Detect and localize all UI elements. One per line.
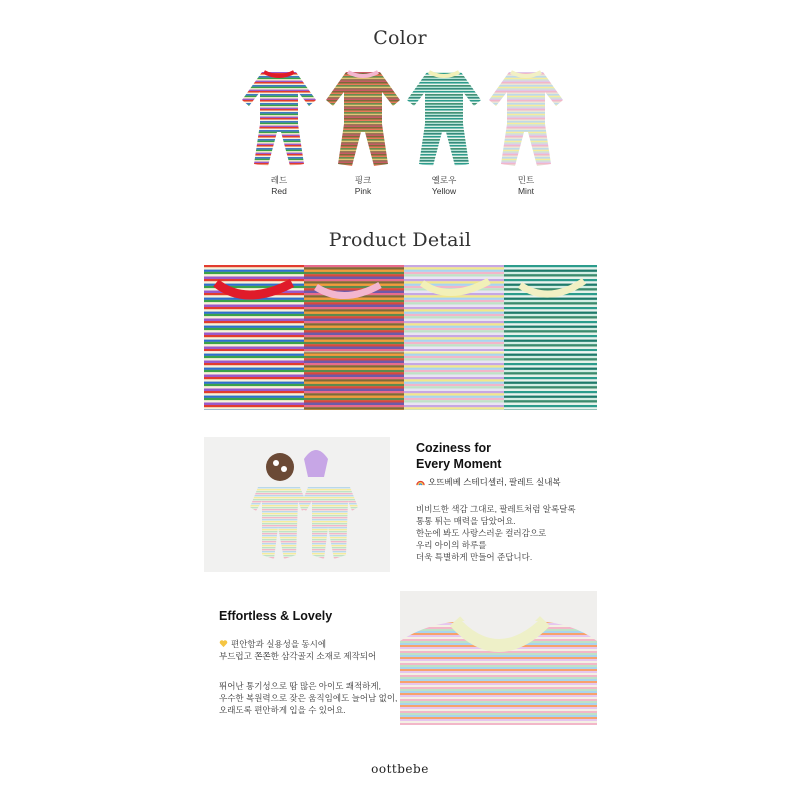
mint-onesie-image[interactable]: [481, 64, 571, 172]
yellow-onesie-image[interactable]: [399, 64, 489, 172]
yellow-onesie-icon: [399, 64, 489, 172]
pink-onesie-image[interactable]: [318, 64, 408, 172]
rainbow-icon: [416, 477, 425, 486]
detail-section-title: Product Detail: [328, 229, 472, 251]
hat-icon: [266, 453, 294, 481]
pink-label: 핑크 Pink: [354, 175, 372, 196]
mint-label: 민트 Mint: [517, 175, 535, 196]
color-section-title: Color: [373, 27, 427, 49]
cozy-title: Coziness for Every Moment: [416, 441, 502, 471]
cozy-description: 비비드한 색감 그대로, 팔레트처럼 알록달록 통통 튀는 매력을 담았어요. 한눈에 봐도 사랑스러운 컬러감으로 우리 아이의 하루를 더욱 특별하게 만들어 준답니다.: [416, 504, 576, 562]
red-onesie-icon: [234, 64, 324, 172]
cozy-subtitle: 오뜨베베 스테디셀러, 팔레트 실내복: [416, 477, 561, 488]
red-onesie-image[interactable]: [234, 64, 324, 172]
effortless-subtitle: 편안함과 실용성을 동시에 부드럽고 쫀쫀한 삼각골지 소재로 제작되어: [219, 639, 377, 661]
pink-onesie-icon: [318, 64, 408, 172]
effortless-title: Effortless & Lovely: [219, 609, 333, 623]
brand-logo: oottbebe: [371, 762, 429, 776]
neckline-closeup-photo: [400, 591, 597, 725]
yellow-heart-icon: [219, 639, 228, 648]
effortless-description: 뛰어난 통기성으로 땀 많은 아이도 쾌적하게, 우수한 복원력으로 잦은 움직임에도 늘어남 없이, 오래도록 편안하게 입을 수 있어요.: [219, 681, 398, 715]
red-label: 레드 Red: [270, 175, 288, 196]
mint-onesie-icon: [481, 64, 571, 172]
yellow-label: 옐로우 Yellow: [431, 175, 457, 196]
cozy-outfits-photo: [204, 437, 390, 572]
product-detail-banner-image: [204, 265, 597, 410]
